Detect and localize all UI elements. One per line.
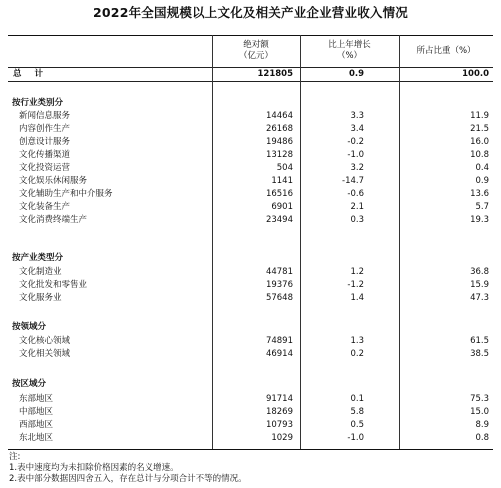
row-amount: 57648 [265, 293, 293, 303]
row-label: 文化辅助生产和中介服务 [19, 189, 113, 199]
row-growth: -1.0 [347, 150, 364, 160]
row-growth: 3.3 [350, 111, 364, 121]
row-growth: 2.1 [350, 202, 364, 212]
table-row [0, 267, 501, 278]
row-amount: 13128 [265, 150, 293, 160]
row-growth: -14.7 [342, 176, 364, 186]
row-label: 文化核心领域 [19, 336, 71, 346]
row-amount: 504 [276, 163, 293, 173]
table-row [0, 293, 501, 304]
row-amount: 6901 [271, 202, 293, 212]
row-amount: 74891 [265, 336, 293, 346]
row-share: 16.0 [470, 137, 489, 147]
row-share: 19.3 [470, 215, 489, 225]
row-growth: 3.2 [350, 163, 364, 173]
row-growth: 1.4 [350, 293, 364, 303]
row-label: 文化传播渠道 [19, 150, 71, 160]
row-share: 8.9 [475, 420, 489, 430]
row-share: 21.5 [470, 124, 489, 134]
row-growth: -1.0 [347, 433, 364, 443]
row-share: 75.3 [470, 394, 489, 404]
header-bottom-rule [8, 67, 493, 68]
table-row [0, 176, 501, 187]
row-amount: 14464 [265, 111, 293, 121]
row-amount: 26168 [265, 124, 293, 134]
row-share: 0.4 [475, 163, 489, 173]
row-share: 0.8 [475, 433, 489, 443]
row-label: 文化装备生产 [19, 202, 71, 212]
table-row [0, 280, 501, 291]
row-growth: 3.4 [350, 124, 364, 134]
row-amount: 19486 [265, 137, 293, 147]
row-label: 东北地区 [19, 433, 54, 443]
row-growth: -0.6 [347, 189, 364, 199]
row-label: 东部地区 [19, 394, 54, 404]
table-row [0, 394, 501, 405]
row-label: 创意设计服务 [19, 137, 71, 147]
notes-heading: 注: [9, 452, 21, 462]
table-row [0, 420, 501, 431]
table-row [0, 336, 501, 347]
row-share: 15.0 [470, 407, 489, 417]
table-row [0, 433, 501, 444]
row-label: 文化投资运营 [19, 163, 71, 173]
row-label: 内容创作生产 [19, 124, 71, 134]
row-amount: 18269 [265, 407, 293, 417]
total-growth: 0.9 [348, 69, 364, 79]
section-title-industry-type: 按产业类型分 [12, 253, 64, 263]
total-row [0, 69, 501, 80]
row-label: 文化消费终端生产 [19, 215, 88, 225]
row-share: 5.7 [475, 202, 489, 212]
column-divider-1 [212, 35, 213, 449]
section-title-domain: 按领域分 [12, 322, 47, 332]
row-share: 11.9 [470, 111, 489, 121]
total-label: 总 计 [13, 69, 48, 79]
table-row [0, 407, 501, 418]
total-bottom-rule [8, 81, 493, 82]
row-label: 文化娱乐休闲服务 [19, 176, 88, 186]
row-share: 61.5 [470, 336, 489, 346]
table-row [0, 349, 501, 360]
section-title-industry: 按行业类别分 [12, 98, 64, 108]
table-row [0, 202, 501, 213]
table-title: 2022年全国规模以上文化及相关产业企业营业收入情况 [93, 5, 408, 20]
row-growth: 1.2 [350, 267, 364, 277]
column-divider-2 [300, 35, 301, 449]
table-top-rule [8, 35, 493, 36]
row-share: 0.9 [475, 176, 489, 186]
row-growth: 0.1 [350, 394, 364, 404]
row-growth: 0.5 [350, 420, 364, 430]
header-growth: 比上年增长 （%） [328, 40, 371, 61]
row-share: 10.8 [470, 150, 489, 160]
row-label: 文化制造业 [19, 267, 62, 277]
row-amount: 46914 [265, 349, 293, 359]
row-growth: 0.2 [350, 349, 364, 359]
row-amount: 1141 [271, 176, 293, 186]
row-share: 36.8 [470, 267, 489, 277]
row-growth: 5.8 [350, 407, 364, 417]
total-amount: 121805 [257, 69, 293, 79]
row-share: 15.9 [470, 280, 489, 290]
total-share: 100.0 [462, 69, 489, 79]
row-growth: 1.3 [350, 336, 364, 346]
row-share: 47.3 [470, 293, 489, 303]
row-label: 西部地区 [19, 420, 54, 430]
header-share: 所占比重（%） [416, 46, 476, 56]
row-label: 文化相关领域 [19, 349, 71, 359]
header-amount: 绝对额 （亿元） [238, 40, 273, 61]
row-label: 文化服务业 [19, 293, 62, 303]
table-row [0, 150, 501, 161]
table-row [0, 111, 501, 122]
row-growth: -0.2 [347, 137, 364, 147]
row-label: 文化批发和零售业 [19, 280, 88, 290]
row-share: 38.5 [470, 349, 489, 359]
row-label: 新闻信息服务 [19, 111, 71, 121]
table-row [0, 215, 501, 226]
row-label: 中部地区 [19, 407, 54, 417]
table-bottom-rule [8, 449, 493, 450]
note-2: 2.表中部分数据因四舍五入，存在总计与分项合计不等的情况。 [9, 474, 247, 484]
row-amount: 16516 [265, 189, 293, 199]
row-amount: 19376 [265, 280, 293, 290]
table-row [0, 137, 501, 148]
table-row [0, 189, 501, 200]
row-growth: -1.2 [347, 280, 364, 290]
row-amount: 1029 [271, 433, 293, 443]
column-divider-3 [399, 35, 400, 449]
row-amount: 10793 [265, 420, 293, 430]
table-row [0, 124, 501, 135]
row-amount: 44781 [265, 267, 293, 277]
row-share: 13.6 [470, 189, 489, 199]
row-growth: 0.3 [350, 215, 364, 225]
row-amount: 23494 [265, 215, 293, 225]
section-title-region: 按区域分 [12, 379, 47, 389]
note-1: 1.表中速度均为未扣除价格因素的名义增速。 [9, 463, 179, 473]
table-row [0, 163, 501, 174]
row-amount: 91714 [265, 394, 293, 404]
